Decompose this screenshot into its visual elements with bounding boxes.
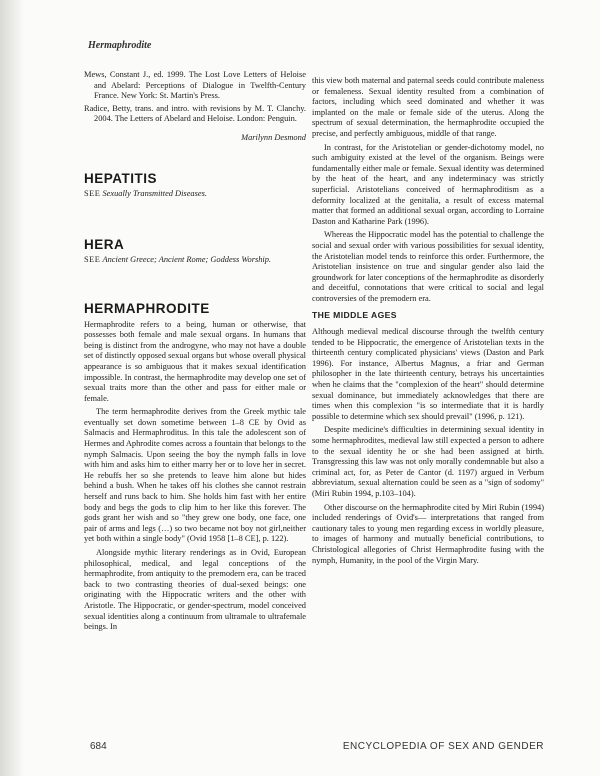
entry-title-hepatitis: HEPATITIS [84,170,158,186]
book-title-footer: ENCYCLOPEDIA OF SEX AND GENDER [342,741,544,752]
body-paragraph: Despite medicine's difficulties in determining sexual identity in some hermaphrodites, medieval law still expected a person to adhere to the sexual identity he or she had been assigned at birth. Transgressing this law was not only morally condemnable but also a criminal act, for, as Peter de Cantor (d. 1197) argued in Verbum abbreviatum, sexual alternation could be seen as a "sign of sodomy" (Miri Rubin 1994, p.103–104). [312,425,544,498]
body-paragraph: Whereas the Hippocratic model has the potential to challenge the social and sexual order with various possibilities for sexual identity, the Aristotelian model tends to reinforce this order. Furthermore, the Aristotelian insistence on true and singular gender also laid the groundwork for later conceptions of the hermaphrodite as disorderly and deceitful, connotations that were critical to social and legal controversies of the premodern era. [312,230,544,303]
body-paragraph: Alongside mythic literary renderings as in Ovid, European philosophical, medical, and legal conceptions of the hermaphrodite, from antiquity to the premodern era, can be traced back to two contrasting theories of dual-sexed beings: one originating with the Hippocratic writers and the other with Aristotle. The Hippocratic, or gender-spectrum, model conceived sexual identities along a continuum from ultramale to ultrafemale beings. In [84,548,306,632]
see-target: Sexually Transmitted Diseases. [102,189,207,199]
body-paragraph: The term hermaphrodite derives from the Greek mythic tale eventually set down sometime between 1–8 CE by Ovid as Salmacis and Hermaphroditus. In this tale the adolescent son of Hermes and Aphrodite comes across a fountain that belongs to the nymph Salmacis. Upon seeing the boy the nymph falls in love with him and asks him to either marry her or to love her in secret. He rebuffs her so she pretends to leave him alone but hides behind a bush. When he takes off his clothes she cannot restrain herself and runs back to him. She holds him fast with her entire body and begs the gods to clip him to her like this forever. The gods grant her wish and so "they grew one body, one face, one pair of arms and legs (…) so two became not boy not girl,neither yet both within a single body" (Ovid 1958 [1–8 CE], p. 122). [84,407,306,544]
reference-item: Mews, Constant J., ed. 1999. The Lost Love Letters of Heloise and Abelard: Perceptions of Dialogue in Twelfth-Century France. New York: St. Martin's Press. [84,70,306,101]
page-number: 684 [90,741,107,752]
left-column [84,70,306,636]
entry-title-hermaphrodite: HERMAPHRODITE [84,300,210,316]
see-reference-hera [84,255,306,266]
see-target: Ancient Greece; Ancient Rome; Goddess Worship. [102,255,272,265]
right-column [312,76,544,569]
body-paragraph: In contrast, for the Aristotelian or gender-dichotomy model, no such ambiguity existed at the level of the organism. Beings were fundamentally either male or female. Sexual identity was determined by the heat of the heart, and any indeterminacy was strictly superficial. Aristotelians conceived of hermaphroditism as a deformity localized at the genitalia, a result of excess maternal matter that formed an additional sexual organ, according to Lorraine Daston and Katharine Park (1996). [312,142,544,226]
body-paragraph: Other discourse on the hermaphrodite cited by Miri Rubin (1994) included renderings of Ovid's— interpretations that ranged from cautionary tales to young men regarding excess in worldly pleasure, to images of harmony and mutually beneficial contributions, to Christological allegories of Christ Hermaphrodite fusing with the nymph, Humanity, in the pool of the Virgin Mary. [312,502,544,565]
author-signature: Marilynn Desmond [241,132,306,142]
section-heading: THE MIDDLE AGES [312,310,397,321]
body-paragraph: Hermaphrodite refers to a being, human or otherwise, that possesses both female and male sexual organs. In humans that being is distinct from the androgyne, who may not have a double set of distinctly opposed sexual organs but whose overall physical appearance is so ambiguous that it makes sexual identification impossible. In contrast, the hermaphrodite may develop one set of sexual traits more than the other and pass for either male or female. [84,319,306,403]
body-paragraph: this view both maternal and paternal seeds could contribute maleness or femaleness. Sexual identity resulted from a combination of factors, including which seed dominated and whether it was implanted on the male or female side of the uterus. Along the spectrum of sexual determination, the hermaphrodite occupied the precise, and perfectly ambiguous, middle of that range. [312,76,544,138]
see-label: SEE [84,189,101,199]
body-paragraph: Although medieval medical discourse through the twelfth century tended to be Hippocratic, the emergence of Aristotelian texts in the thirteenth century complicated physicians' views (Daston and Park 1996). For instance, Albertus Magnus, a friar and German philosopher in the late thirteenth century, betrays his uncertainties when he claims that the "complexion of the heart" should determine sexual dominance, but immediately acknowledges that there are times when this complexion "is so intermediate that it is hardly possible to determine which sex should prevail" (1996, p. 121). [312,327,544,421]
entry-title-hera: HERA [84,236,125,252]
reference-item: Radice, Betty, trans. and intro. with revisions by M. T. Clanchy. 2004. The Letters of Abelard and Heloise. London: Penguin. [84,103,306,124]
see-label: SEE [84,255,101,265]
see-reference-hepatitis [84,189,306,200]
running-head: Hermaphrodite [88,40,152,51]
page-edge-shadow [0,0,24,776]
